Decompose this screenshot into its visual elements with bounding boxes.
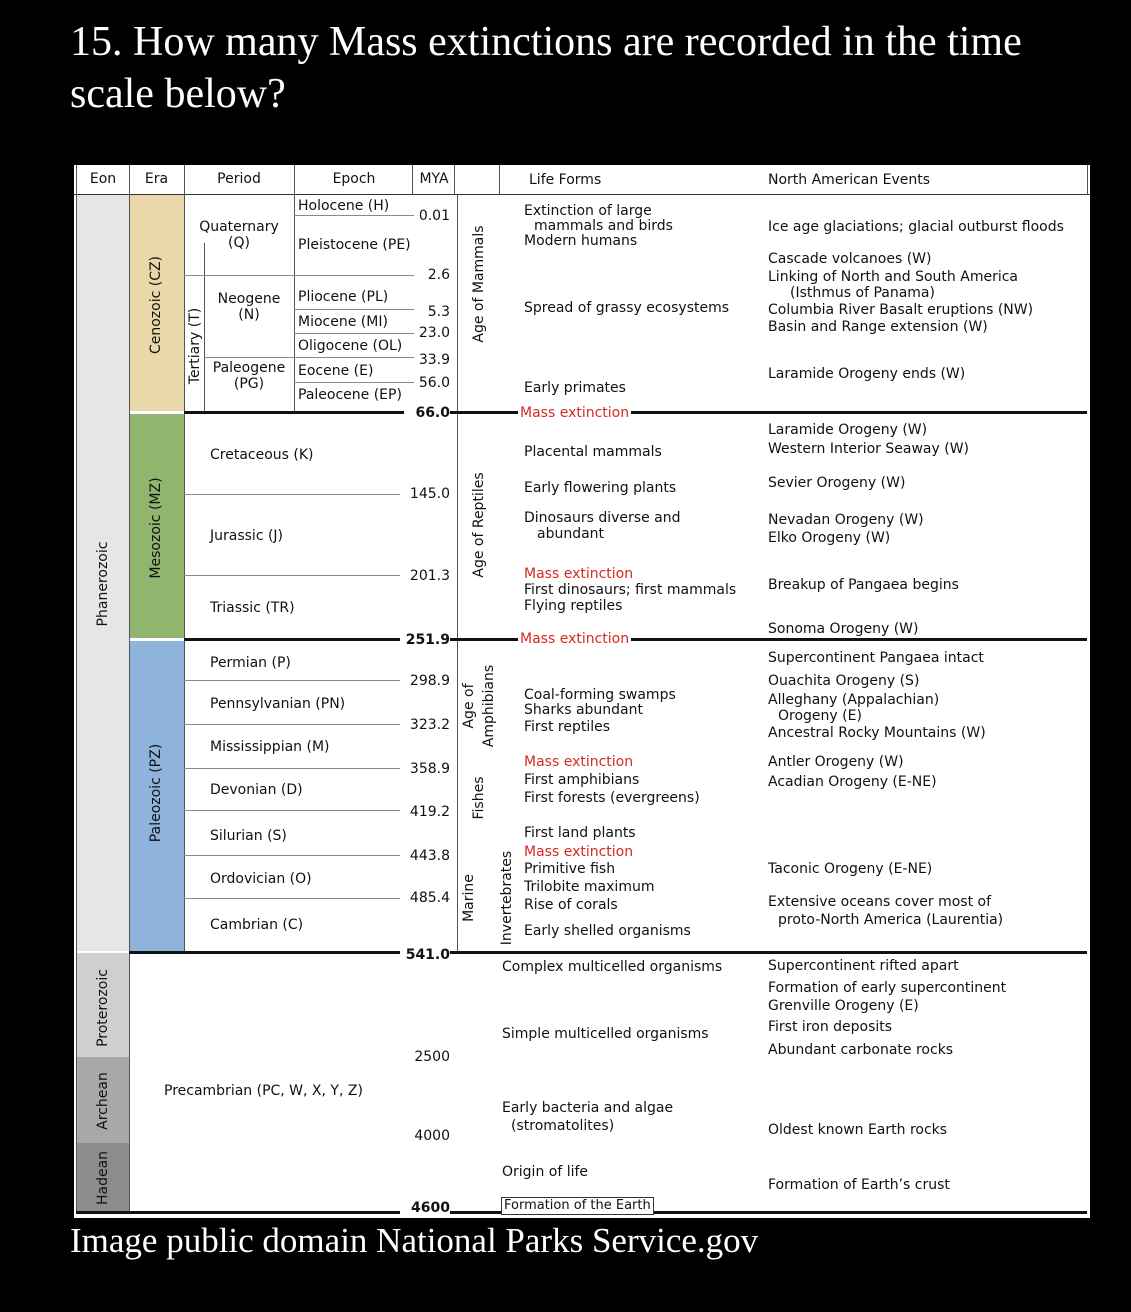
event-ouachita-orogeny: Ouachita Orogeny (S) (768, 673, 920, 689)
period-neogene-abbr: (N) (238, 307, 260, 323)
mya-4600: 4600 (400, 1200, 450, 1216)
life-dinosaurs-abundant: abundant (537, 526, 605, 542)
event-ancestral-rockies: Ancestral Rocky Mountains (W) (768, 725, 986, 741)
mya-23.0: 23.0 (418, 325, 450, 341)
event-iron-deposits: First iron deposits (768, 1019, 893, 1035)
frame-left (76, 165, 77, 1213)
period-permian: Permian (P) (210, 655, 291, 671)
period-line (184, 855, 409, 856)
life-placental-mammals: Placental mammals (524, 444, 662, 460)
period-line (184, 575, 409, 576)
era-paleozoic-label: Paleozoic (PZ) (148, 743, 164, 843)
mya-divider (454, 165, 455, 195)
life-divider (499, 165, 500, 195)
header-epoch: Epoch (332, 171, 376, 187)
period-quaternary: Quaternary (199, 219, 279, 235)
eon-phanerozoic-label: Phanerozoic (95, 541, 111, 627)
mya-201.3: 201.3 (400, 568, 450, 584)
event-early-supercontinent: Formation of early supercontinent (768, 980, 1007, 996)
period-precambrian: Precambrian (PC, W, X, Y, Z) (164, 1083, 363, 1099)
age-fishes: Fishes (471, 776, 487, 820)
event-ice-age: Ice age glaciations; glacial outburst floods (768, 219, 1064, 235)
header-period: Period (217, 171, 261, 187)
image-credit: Image public domain National Parks Service.gov (70, 1221, 759, 1260)
event-earths-crust: Formation of Earth’s crust (768, 1177, 950, 1193)
header-mya: MYA (419, 171, 449, 187)
life-early-flowering-plants: Early flowering plants (524, 480, 677, 496)
eon-hadean-label: Hadean (95, 1150, 111, 1206)
life-sharks: Sharks abundant (524, 702, 643, 718)
event-oldest-rocks: Oldest known Earth rocks (768, 1122, 948, 1138)
header-eon: Eon (89, 171, 117, 187)
life-mammals-birds: mammals and birds (534, 218, 673, 234)
header-na-events: North American Events (768, 172, 931, 188)
period-triassic: Triassic (TR) (210, 600, 295, 616)
epoch-line (294, 382, 414, 383)
epoch-line (294, 309, 414, 310)
event-laramide-ends: Laramide Orogeny ends (W) (768, 366, 966, 382)
mya-5.3: 5.3 (427, 304, 450, 320)
period-devonian: Devonian (D) (210, 782, 303, 798)
mya-443.8: 443.8 (400, 848, 450, 864)
epoch-line (294, 333, 414, 334)
event-acadian-orogeny: Acadian Orogeny (E-NE) (768, 774, 937, 790)
event-nevadan-orogeny: Nevadan Orogeny (W) (768, 512, 924, 528)
event-rifted-apart: Supercontinent rifted apart (768, 958, 959, 974)
period-line (184, 680, 409, 681)
eon-era-divider (129, 165, 130, 1213)
event-sevier-orogeny: Sevier Orogeny (W) (768, 475, 906, 491)
epoch-pleistocene: Pleistocene (PE) (298, 237, 411, 253)
epoch-mya-divider (412, 165, 413, 195)
era-mesozoic-label: Mesozoic (MZ) (148, 477, 164, 579)
period-neogene: Neogene (217, 291, 281, 307)
period-jurassic: Jurassic (J) (210, 528, 284, 544)
mya-298.9: 298.9 (400, 673, 450, 689)
life-dinosaurs-diverse: Dinosaurs diverse and (524, 510, 681, 526)
life-extinction-large-mammals: Extinction of large (524, 203, 652, 219)
period-cambrian: Cambrian (C) (210, 917, 304, 933)
event-alleghany-orogeny: Orogeny (E) (778, 708, 862, 724)
mass-extinction-2: Mass extinction (524, 566, 634, 582)
event-pangaea-breakup: Breakup of Pangaea begins (768, 577, 959, 593)
life-rise-of-corals: Rise of corals (524, 897, 618, 913)
mass-extinction-4: Mass extinction (524, 754, 634, 770)
age-amphibians-1: Age of (461, 683, 477, 729)
header-rule (74, 194, 1090, 195)
life-early-primates: Early primates (524, 380, 626, 396)
mya-145.0: 145.0 (400, 486, 450, 502)
era-period-divider (184, 165, 185, 951)
age-marine-1: Marine (461, 874, 477, 922)
boundary-541 (129, 951, 1087, 954)
header-era: Era (144, 171, 169, 187)
era-cenozoic-label: Cenozoic (CZ) (148, 255, 164, 355)
period-line (184, 898, 409, 899)
life-flying-reptiles: Flying reptiles (524, 598, 623, 614)
life-early-shelled: Early shelled organisms (524, 923, 691, 939)
boundary-251 (184, 638, 1087, 641)
life-first-reptiles: First reptiles (524, 719, 611, 735)
age-column-divider (457, 195, 458, 951)
event-western-seaway: Western Interior Seaway (W) (768, 441, 969, 457)
epoch-miocene: Miocene (MI) (298, 314, 388, 330)
mya-4000: 4000 (414, 1128, 450, 1144)
boundary-66 (184, 411, 1087, 414)
period-mississippian: Mississippian (M) (210, 739, 330, 755)
period-paleogene-abbr: (PG) (233, 376, 265, 392)
mass-extinction-1: Mass extinction (520, 405, 630, 421)
epoch-pliocene: Pliocene (PL) (298, 289, 389, 305)
event-taconic-orogeny: Taconic Orogeny (E-NE) (768, 861, 933, 877)
life-first-amphibians: First amphibians (524, 772, 640, 788)
mass-extinction-5: Mass extinction (524, 844, 634, 860)
life-complex-multicelled: Complex multicelled organisms (502, 959, 723, 975)
mya-56.0: 56.0 (418, 375, 450, 391)
mya-2500: 2500 (414, 1049, 450, 1065)
mya-251.9: 251.9 (400, 632, 450, 648)
epoch-line (294, 215, 414, 216)
life-stromatolites: (stromatolites) (511, 1118, 615, 1134)
mya-2.6: 2.6 (427, 267, 450, 283)
life-modern-humans: Modern humans (524, 233, 638, 249)
eon-archean-label: Archean (95, 1072, 111, 1130)
event-laramide-orogeny: Laramide Orogeny (W) (768, 422, 928, 438)
life-first-land-plants: First land plants (524, 825, 636, 841)
life-simple-multicelled: Simple multicelled organisms (502, 1026, 709, 1042)
frame-right (1087, 165, 1088, 195)
period-cretaceous: Cretaceous (K) (210, 447, 314, 463)
mya-33.9: 33.9 (418, 352, 450, 368)
period-pennsylvanian: Pennsylvanian (PN) (210, 696, 346, 712)
life-first-forests: First forests (evergreens) (524, 790, 700, 806)
geologic-time-scale (74, 165, 1090, 1218)
epoch-paleocene: Paleocene (EP) (298, 387, 402, 403)
event-pangaea-intact: Supercontinent Pangaea intact (768, 650, 984, 666)
mass-extinction-3: Mass extinction (520, 631, 630, 647)
mya-358.9: 358.9 (400, 761, 450, 777)
event-sonoma-orogeny: Sonoma Orogeny (W) (768, 621, 919, 637)
life-coal-swamps: Coal-forming swamps (524, 687, 676, 703)
age-marine-2: Invertebrates (499, 850, 515, 946)
epoch-oligocene: Oligocene (OL) (298, 338, 403, 354)
event-extensive-oceans: Extensive oceans cover most of (768, 894, 992, 910)
life-early-bacteria: Early bacteria and algae (502, 1100, 674, 1116)
age-mammals: Age of Mammals (471, 225, 487, 343)
mya-0.01: 0.01 (418, 208, 450, 224)
event-linking-americas: Linking of North and South America (768, 269, 1018, 285)
mya-66.0: 66.0 (404, 405, 450, 421)
life-first-dinosaurs: First dinosaurs; first mammals (524, 582, 737, 598)
eon-proterozoic-label: Proterozoic (95, 969, 111, 1047)
period-ordovician: Ordovician (O) (210, 871, 312, 887)
tertiary-label: Tertiary (T) (187, 307, 203, 385)
event-antler-orogeny: Antler Orogeny (W) (768, 754, 904, 770)
mya-485.4: 485.4 (400, 890, 450, 906)
epoch-line (204, 357, 414, 358)
age-amphibians-2: Amphibians (481, 664, 497, 748)
event-cascade-volcanoes: Cascade volcanoes (W) (768, 251, 932, 267)
life-formation-of-earth: Formation of the Earth (501, 1197, 654, 1215)
period-epoch-divider (294, 165, 295, 411)
header-life-forms: Life Forms (529, 172, 602, 188)
event-carbonate-rocks: Abundant carbonate rocks (768, 1042, 954, 1058)
period-line (184, 494, 409, 495)
event-columbia-basalt: Columbia River Basalt eruptions (NW) (768, 302, 1034, 318)
mya-541.0: 541.0 (400, 947, 450, 963)
period-paleogene: Paleogene (212, 360, 286, 376)
period-line (184, 768, 409, 769)
mya-323.2: 323.2 (400, 717, 450, 733)
event-isthmus-panama: (Isthmus of Panama) (790, 285, 935, 301)
epoch-eocene: Eocene (E) (298, 363, 374, 379)
life-grassy-ecosystems: Spread of grassy ecosystems (524, 300, 730, 316)
life-primitive-fish: Primitive fish (524, 861, 616, 877)
period-line (184, 724, 409, 725)
event-laurentia: proto-North America (Laurentia) (778, 912, 1004, 928)
period-quaternary-abbr: (Q) (228, 235, 250, 251)
period-silurian: Silurian (S) (210, 828, 287, 844)
event-basin-range: Basin and Range extension (W) (768, 319, 988, 335)
event-alleghany: Alleghany (Appalachian) (768, 692, 940, 708)
life-trilobite-maximum: Trilobite maximum (524, 879, 655, 895)
epoch-line (184, 275, 414, 276)
life-origin-of-life: Origin of life (502, 1164, 589, 1180)
period-line (184, 810, 409, 811)
age-reptiles: Age of Reptiles (471, 472, 487, 578)
event-grenville-orogeny: Grenville Orogeny (E) (768, 998, 919, 1014)
event-elko-orogeny: Elko Orogeny (W) (768, 530, 891, 546)
epoch-holocene: Holocene (H) (298, 198, 390, 214)
mya-419.2: 419.2 (400, 804, 450, 820)
question-text: 15. How many Mass extinctions are recorded in the time scale below? (70, 19, 1022, 117)
